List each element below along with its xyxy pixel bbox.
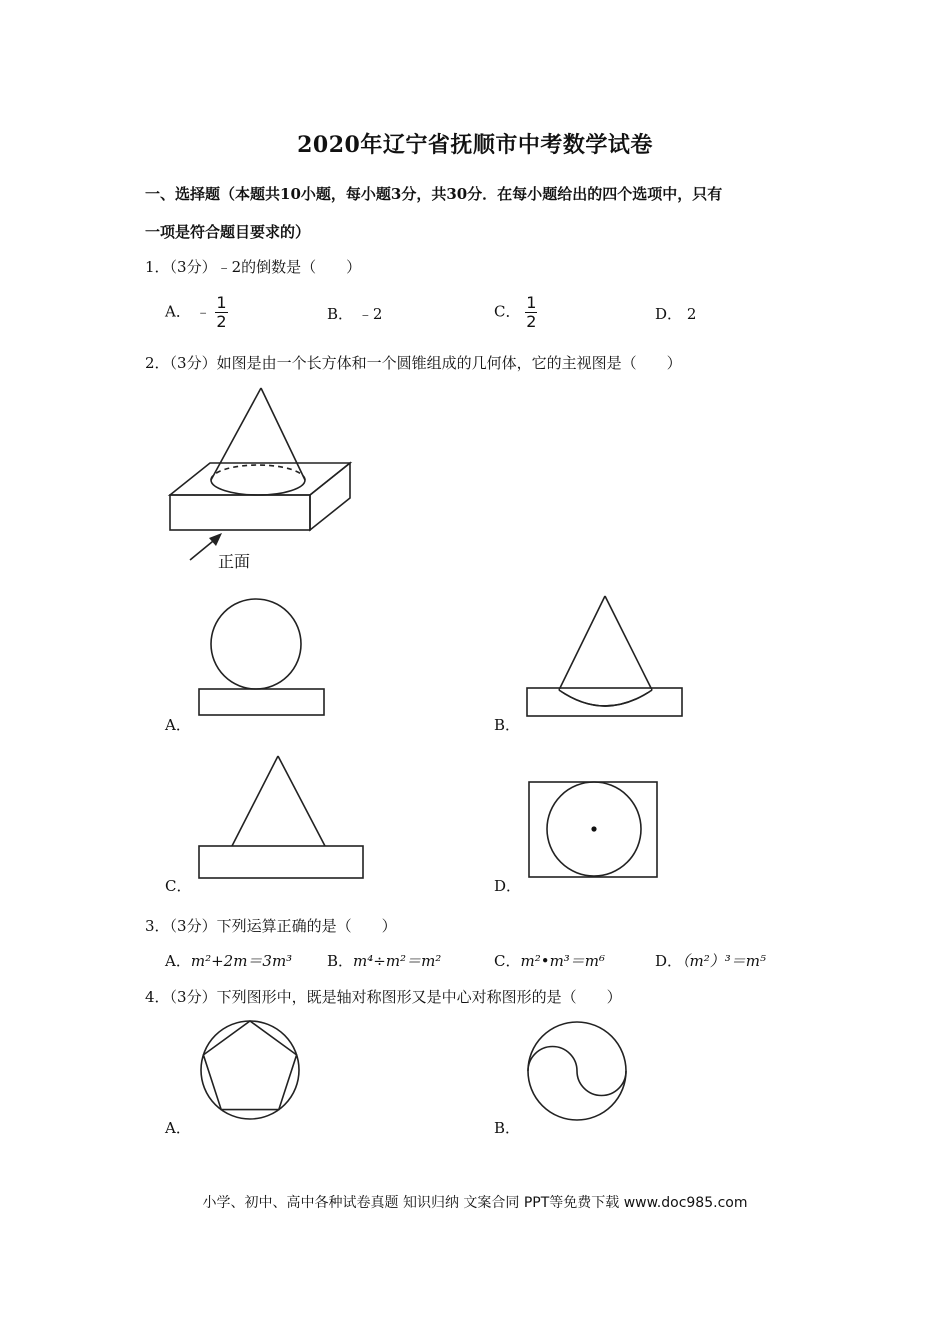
q3-option-c-expr: m²•m³＝m⁶ bbox=[520, 952, 606, 970]
question-3-stem: 3．（3分）下列运算正确的是（ ） bbox=[145, 917, 397, 935]
q2-front-view-label: 正面 bbox=[218, 552, 251, 571]
q1-option-c[interactable] bbox=[494, 294, 537, 331]
question-2-stem: 2．（3分）如图是由一个长方体和一个圆锥组成的几何体，它的主视图是（ ） bbox=[145, 354, 682, 372]
q1-option-d-text: 2 bbox=[686, 305, 697, 323]
q2-option-a[interactable]: A． bbox=[165, 716, 191, 734]
q2-option-b[interactable]: B． bbox=[494, 716, 521, 734]
page-title: 2020年辽宁省抚顺市中考数学试卷 bbox=[297, 132, 653, 158]
section-heading-line1: 一、选择题（本题共10小题，每小题3分，共30分．在每小题给出的四个选项中，只有 bbox=[145, 185, 723, 203]
q1-option-c-label: C． bbox=[494, 302, 521, 321]
q1-option-b-text: ﹣2 bbox=[357, 305, 383, 323]
q3-option-d[interactable] bbox=[655, 950, 766, 971]
q1-option-a-numerator: 1 bbox=[216, 293, 227, 312]
q2-option-c[interactable]: C． bbox=[165, 877, 192, 895]
q1-option-c-fraction bbox=[525, 294, 537, 331]
q3-option-a-label: A． bbox=[165, 952, 191, 970]
q3-option-a-expr: m²+2m＝3m³ bbox=[190, 952, 293, 970]
q3-option-c-label: C． bbox=[494, 952, 521, 970]
q4-option-b-figure bbox=[526, 1020, 630, 1124]
q4-option-b[interactable]: B． bbox=[494, 1119, 521, 1137]
q1-option-a-sign: ﹣ bbox=[195, 302, 211, 321]
question-4-stem: 4．（3分）下列图形中，既是轴对称图形又是中心对称图形的是（ ） bbox=[145, 988, 622, 1006]
q2-solid-figure bbox=[160, 380, 370, 580]
q3-option-b[interactable] bbox=[327, 950, 441, 971]
question-1-stem: 1．（3分）﹣2的倒数是（ ） bbox=[145, 258, 362, 276]
q3-option-b-label: B． bbox=[327, 952, 354, 970]
q1-option-a-denominator: 2 bbox=[216, 312, 227, 331]
q3-option-b-expr: m⁴÷m²＝m² bbox=[353, 952, 442, 970]
q4-option-a-figure bbox=[196, 1018, 306, 1122]
q1-option-a-label: A． bbox=[165, 302, 191, 321]
q3-option-a[interactable] bbox=[165, 950, 292, 971]
q1-option-d[interactable] bbox=[655, 303, 696, 324]
q3-option-d-expr: （m²）³＝m⁵ bbox=[682, 952, 767, 970]
q2-option-d[interactable]: D． bbox=[494, 877, 522, 895]
section-heading-line2: 一项是符合题目要求的） bbox=[145, 223, 311, 241]
q1-option-c-denominator: 2 bbox=[526, 312, 537, 331]
q2-option-b-figure bbox=[524, 592, 686, 722]
q1-option-b[interactable] bbox=[327, 303, 382, 324]
q1-option-d-label: D． bbox=[655, 305, 683, 323]
q4-option-a[interactable]: A． bbox=[165, 1119, 191, 1137]
q2-option-a-figure bbox=[196, 598, 328, 720]
q3-option-c[interactable] bbox=[494, 950, 605, 971]
q1-option-b-label: B． bbox=[327, 305, 354, 323]
q2-option-c-figure bbox=[196, 752, 366, 882]
q3-option-d-label: D． bbox=[655, 952, 683, 970]
page-footer[interactable]: 小学、初中、高中各种试卷真题 知识归纳 文案合同 PPT等免费下载 www.doc985.com bbox=[202, 1195, 748, 1211]
q1-option-a-fraction bbox=[215, 294, 227, 331]
q1-option-c-numerator: 1 bbox=[526, 293, 537, 312]
q1-option-a[interactable] bbox=[165, 294, 228, 331]
q2-option-d-figure bbox=[526, 779, 660, 881]
